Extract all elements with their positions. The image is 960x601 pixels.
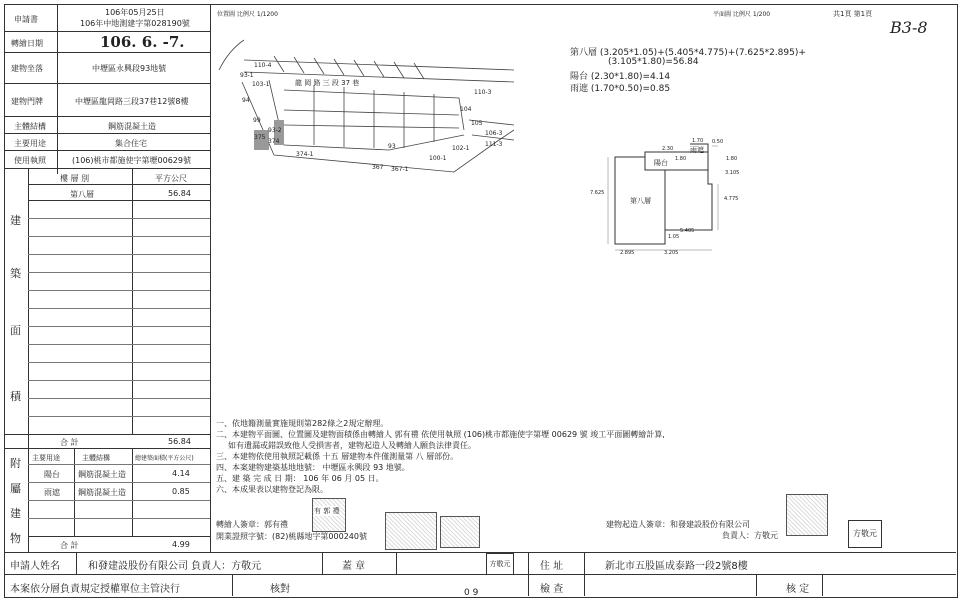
lot-number: 100-1 (429, 155, 447, 162)
dimension-label: 1.80 (675, 156, 687, 162)
note-line: 一、依地籍測量實施規則第282條之2規定辦理。 (216, 419, 389, 428)
annex-total-label: 合 計 (60, 541, 79, 550)
vertical-label-zhu: 築 (10, 267, 21, 280)
dimension-label: 0.50 (712, 139, 724, 145)
lot-number: 93-1 (240, 72, 254, 79)
structure-value: 鋼筋混凝土造 (108, 122, 156, 131)
calc-line-3: 陽台 (2.30*1.80)=4.14 (570, 72, 671, 82)
dimension-label: 2.30 (662, 146, 674, 152)
license-value: (106)桃市都施使字第壢00629號 (72, 156, 191, 165)
lot-number: 374-1 (296, 151, 314, 158)
annex-header-area: 總建築面積(平方公尺) (135, 455, 194, 462)
dimension-label: 5.405 (680, 228, 695, 234)
total-label: 合 計 (60, 438, 79, 447)
page-number: 0 9 (464, 588, 479, 598)
vertical-label-mian: 面 (10, 324, 21, 337)
vertical-label-wu: 物 (10, 532, 21, 545)
lot-number: 103-1 (252, 81, 270, 88)
dimension-label: 1.70 (692, 138, 704, 144)
floor-header: 樓 層 別 (60, 174, 90, 183)
lot-number: 105 (471, 120, 483, 127)
floor-plan-title: 平面圖 比例尺 1/200 (713, 11, 771, 18)
area-header: 平方公尺 (155, 174, 187, 183)
vertical-label-jian: 建 (10, 214, 21, 227)
applicant-seal: 方敬元 (486, 553, 514, 575)
lot-number: 111-3 (485, 141, 503, 148)
calc-line-1: 第八層 (3.205*1.05)+(5.405*4.775)+(7.625*2.895)+ (570, 48, 806, 58)
application-label: 申請書 (14, 15, 38, 24)
annex-row-structure: 鋼筋混凝土造 (78, 470, 126, 479)
dimension-label: 3.105 (725, 170, 740, 176)
room-main-label: 第八層 (630, 197, 651, 205)
drafter-cert: 開業證照字號：(82)桃縣地字第000240號 (216, 532, 367, 541)
inspect-label: 檢 查 (540, 584, 564, 595)
lot-number: 93 (388, 143, 396, 150)
lot-number: 367 (372, 164, 384, 171)
vertical-label-ji: 積 (10, 390, 21, 403)
residence-value: 新北市五股區成泰路一段2號8樓 (605, 561, 748, 572)
address-value: 中壢區龍岡路三段37巷12號8樓 (75, 97, 189, 106)
note-line: 如有遺漏或錯誤致他人受損害者，建物起造人及轉繪人願負法律責任。 (228, 441, 476, 450)
floor-row-name: 第八層 (70, 190, 94, 199)
structure-label: 主體結構 (14, 122, 46, 131)
checked-label: 核對 (270, 584, 290, 595)
dimension-label: 1.80 (726, 156, 738, 162)
lot-number: 104 (460, 106, 472, 113)
lot-value: 中壢區永興段93地號 (92, 64, 167, 73)
seal-label: 蓋 章 (342, 561, 366, 572)
dimension-label: 3.205 (664, 250, 679, 256)
lot-number: 110-4 (254, 62, 272, 69)
annex-row-use: 雨遮 (44, 488, 60, 497)
annex-row-use: 陽台 (44, 470, 60, 479)
room-balcony-label: 陽台 (654, 159, 668, 167)
residence-label: 住 址 (540, 561, 564, 572)
dimension-label: 1.05 (668, 234, 680, 240)
applicant-label: 申請人姓名 (10, 561, 60, 572)
dimension-label: 2.895 (620, 250, 635, 256)
note-line: 二、本建物平面圖、位置圖及建物面積係由轉繪人 郭有禮 依使用執照 (106)桃市都施使字第壢 00629 號 竣工平面圖轉繪計算, (216, 430, 665, 439)
lot-number: 110-3 (474, 89, 492, 96)
annex-header-use: 主要用途 (32, 454, 60, 462)
room-canopy-label: 雨遮 (690, 146, 704, 154)
annex-total-value: 4.99 (172, 540, 190, 549)
note-line: 三、本建物依使用執照記載係 十五 層建物本件僅測量第 八 層部份。 (216, 452, 459, 461)
calc-line-4: 雨遮 (1.70*0.50)=0.85 (570, 84, 671, 94)
lot-number: 94 (242, 97, 250, 104)
office-seal-image (440, 516, 480, 548)
builder-signature-label: 建物起造人簽章：和發建設股份有限公司 (606, 520, 750, 529)
company-seal-image (786, 494, 828, 536)
note-line: 四、本案建物建築基地地號： 中壢區永興段 93 地號。 (216, 463, 410, 472)
transfer-date-label: 轉繪日期 (11, 39, 43, 48)
lot-label: 建物坐落 (11, 64, 43, 73)
applicant-value: 和發建設股份有限公司 負責人：方敬元 (88, 561, 262, 572)
site-plan-drawing (214, 20, 524, 180)
person-seal: 方敬元 (848, 520, 882, 548)
lot-number: 106-3 (485, 130, 503, 137)
total-value: 56.84 (168, 437, 191, 446)
office-seal-image (385, 512, 437, 550)
site-plan-title: 位置圖 比例尺 1/1200 (217, 11, 278, 18)
annex-row-structure: 鋼筋混凝土造 (78, 488, 126, 497)
annex-row-area: 0.85 (172, 487, 190, 496)
approve-label: 核 定 (786, 584, 810, 595)
dimension-label: 4.775 (724, 196, 739, 202)
license-label: 使用執照 (14, 156, 46, 165)
lot-number: 367-1 (391, 166, 409, 173)
calc-line-2: (3.105*1.80)=56.84 (608, 57, 699, 67)
transfer-date-stamp: 106. 6. -7. (100, 33, 185, 51)
lot-number: 99 (253, 117, 261, 124)
address-label: 建物門牌 (11, 97, 43, 106)
annex-header-structure: 主體結構 (82, 454, 110, 462)
use-label: 主要用途 (14, 139, 46, 148)
vertical-label-fu: 附 (10, 457, 21, 470)
dimension-label: 7.625 (590, 190, 605, 196)
vertical-label-shu: 屬 (10, 482, 21, 495)
application-date: 106年05月25日 (105, 8, 165, 17)
policy-text: 本案依分層負責規定授權單位主管決行 (10, 584, 180, 595)
floor-row-area: 56.84 (168, 189, 191, 198)
ref-code: B3-8 (890, 18, 928, 37)
drafter-seal-text: 有 郭 禮 (314, 507, 340, 515)
road-label: 龍 岡 路 三 段 37 巷 (295, 79, 360, 87)
lot-number: 102-1 (452, 145, 470, 152)
lot-number: 374 (268, 138, 280, 145)
application-no: 106年中地測建字第028190號 (80, 19, 190, 28)
use-value: 集合住宅 (115, 139, 147, 148)
lot-number: 375 (254, 134, 266, 141)
page-info: 共1頁 第1頁 (833, 10, 873, 18)
builder-person: 負責人：方敬元 (722, 531, 778, 540)
annex-row-area: 4.14 (172, 469, 190, 478)
drafter-signature-label: 轉繪人簽章：郭有禮 (216, 520, 288, 529)
lot-number: 93-2 (268, 127, 282, 134)
vertical-label-jian2: 建 (10, 507, 21, 520)
note-line: 五、建 築 完 成 日 期： 106 年 06 月 05 日。 (216, 474, 384, 483)
note-line: 六、本成果表以建物登記為限。 (216, 485, 328, 494)
